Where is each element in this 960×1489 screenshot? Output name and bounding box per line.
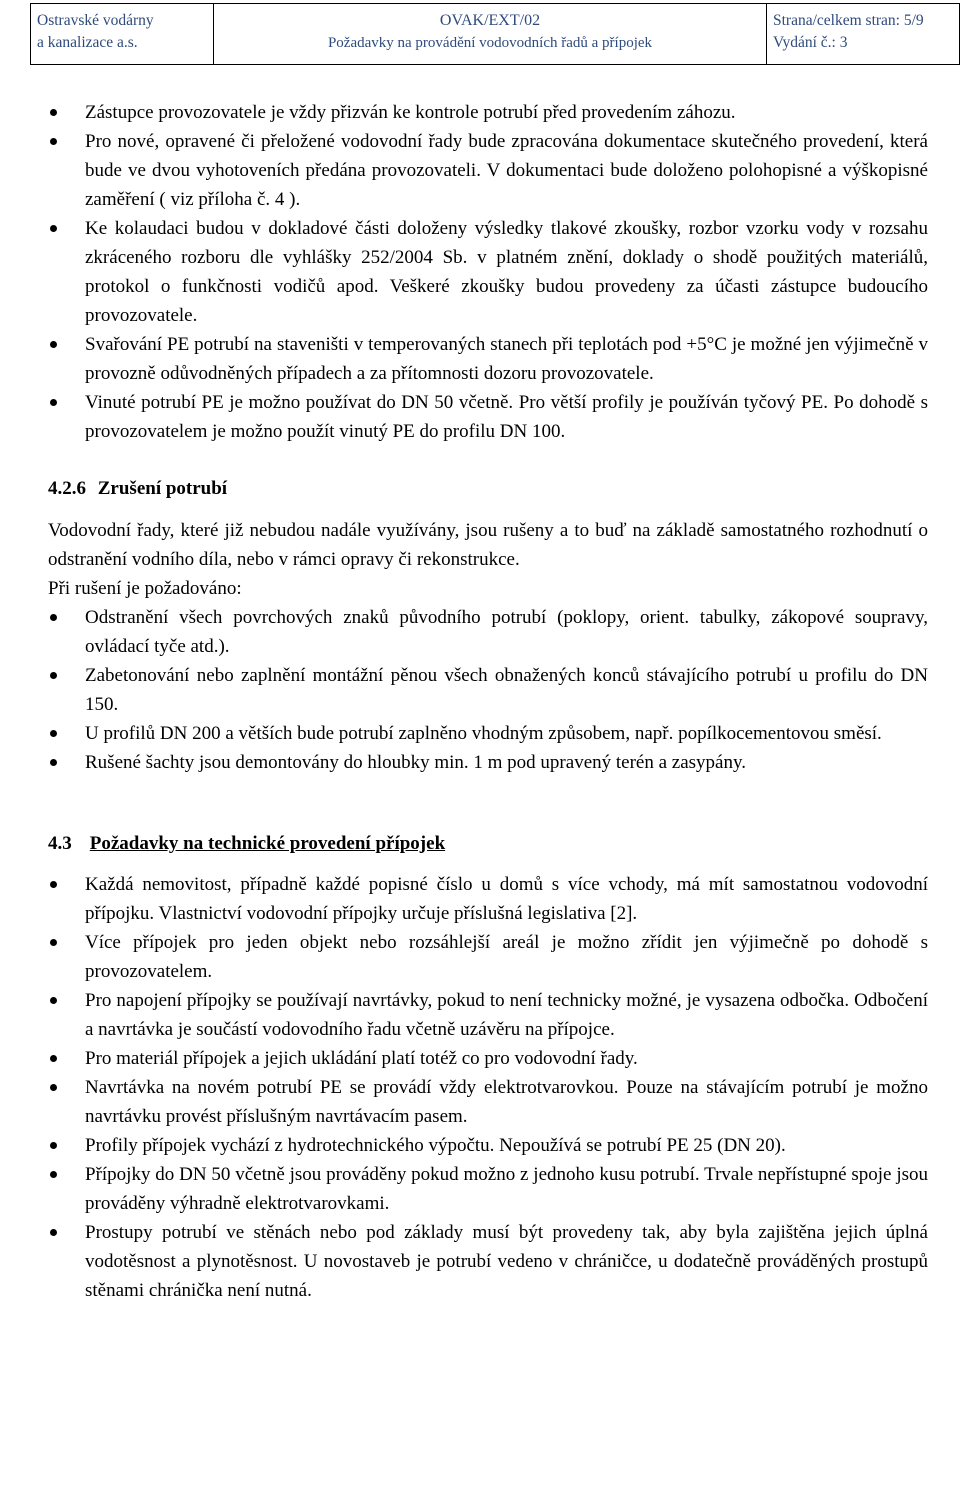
list-item: Pro nové, opravené či přeložené vodovodní řady bude zpracována dokumentace skutečného provedení, která bude ve dvou vyhotoveních předána provozovateli. V dokumentaci bude doloženo polohopisné a výškopisné zaměření ( viz příloha č. 4 ). [48, 127, 928, 214]
section-number: 4.3 [48, 833, 72, 854]
list-item: Vinuté potrubí PE je možno používat do DN 50 včetně. Pro větší profily je používán tyčový PE. Po dohodě s provozovatelem je možno použít vinutý PE do profilu DN 100. [48, 388, 928, 446]
list-item: Více přípojek pro jeden objekt nebo rozsáhlejší areál je možno zřídit jen výjimečně po dohodě s provozovatelem. [48, 928, 928, 986]
bullet-list-inspection [48, 98, 928, 446]
bullet-list-pipe-removal [48, 603, 928, 777]
list-item: Odstranění všech povrchových znaků původního potrubí (poklopy, orient. tabulky, zákopové soupravy, ovládací tyče atd.). [48, 603, 928, 661]
section-lead: Při rušení je požadováno: [48, 578, 242, 599]
header-organization [31, 4, 214, 65]
section-intro: Vodovodní řady, které již nebudou nadále využívány, jsou rušeny a to buď na základě samostatného rozhodnutí o odstranění vodního díla, nebo v rámci opravy či rekonstrukce. [48, 520, 928, 570]
document-title: Požadavky na provádění vodovodních řadů a přípojek [327, 35, 653, 51]
bullet-list-connections [48, 870, 928, 1305]
list-item: U profilů DN 200 a větších bude potrubí zaplněno vhodným způsobem, např. popílkocementovou směsí. [48, 719, 928, 748]
list-item: Prostupy potrubí ve stěnách nebo pod základy musí být provedeny tak, aby byla zajištěna jejich úplná vodotěsnost a plynotěsnost. U novostaveb je potrubí vedeno v chráničce, u dodatečně prováděných prostupů stěnami chránička není nutná. [48, 1218, 928, 1305]
document-code: OVAK/EXT/02 [439, 12, 541, 29]
list-item: Navrtávka na novém potrubí PE se provádí vždy elektrotvarovkou. Pouze na stávajícím potrubí je možno navrtávku provést příslušným navrtávacím pasem. [48, 1073, 928, 1131]
list-item: Přípojky do DN 50 včetně jsou prováděny pokud možno z jednoho kusu potrubí. Trvale nepřístupné spoje jsou prováděny výhradně elektrotvarovkami. [48, 1160, 928, 1218]
document-body [48, 98, 928, 1305]
section-heading-4-2-6 [48, 474, 928, 503]
section-title: Zrušení potrubí [97, 478, 228, 499]
list-item: Pro materiál přípojek a jejich ukládání platí totéž co pro vodovodní řady. [48, 1044, 928, 1073]
document-header [30, 3, 960, 65]
org-name-line2: a kanalizace a.s. [37, 34, 138, 51]
list-item: Svařování PE potrubí na staveništi v temperovaných stanech při teplotách pod +5°C je možné jen výjimečně v provozně odůvodněných případech a za přítomnosti dozoru provozovatele. [48, 330, 928, 388]
org-name-line1: Ostravské vodárny [37, 12, 154, 29]
section-heading-4-3 [48, 829, 928, 858]
list-item: Rušené šachty jsou demontovány do hloubky min. 1 m pod upravený terén a zasypány. [48, 748, 928, 777]
list-item: Profily přípojek vychází z hydrotechnického výpočtu. Nepoužívá se potrubí PE 25 (DN 20). [48, 1131, 928, 1160]
list-item: Ke kolaudaci budou v dokladové části doloženy výsledky tlakové zkoušky, rozbor vzorku vody v rozsahu zkráceného rozboru dle vyhlášky 252/2004 Sb. v platném znění, doklady o shodě použitých materiálů, protokol o funkčnosti vodičů apod. Veškeré zkoušky budou provedeny za účasti zástupce budoucího provozovatele. [48, 214, 928, 330]
list-item: Každá nemovitost, případně každé popisné číslo u domů s více vchody, má mít samostatnou vodovodní přípojku. Vlastnictví vodovodní přípojky určuje příslušná legislativa [2]. [48, 870, 928, 928]
list-item: Pro napojení přípojky se používají navrtávky, pokud to není technicky možné, je vysazena odbočka. Odbočení a navrtávka je součástí vodovodního řadu včetně uzávěru na přípojce. [48, 986, 928, 1044]
list-item: Zabetonování nebo zaplnění montážní pěnou všech obnažených konců stávajícího potrubí u profilu do DN 150. [48, 661, 928, 719]
list-item: Zástupce provozovatele je vždy přizván ke kontrole potrubí před provedením záhozu. [48, 98, 928, 127]
section-title: Požadavky na technické provedení přípojek [89, 833, 446, 854]
header-page-info [767, 4, 960, 65]
edition-number: Vydání č.: 3 [773, 34, 848, 51]
header-document [214, 4, 767, 65]
section-number: 4.2.6 [48, 478, 86, 499]
page-count: Strana/celkem stran: 5/9 [773, 12, 924, 29]
